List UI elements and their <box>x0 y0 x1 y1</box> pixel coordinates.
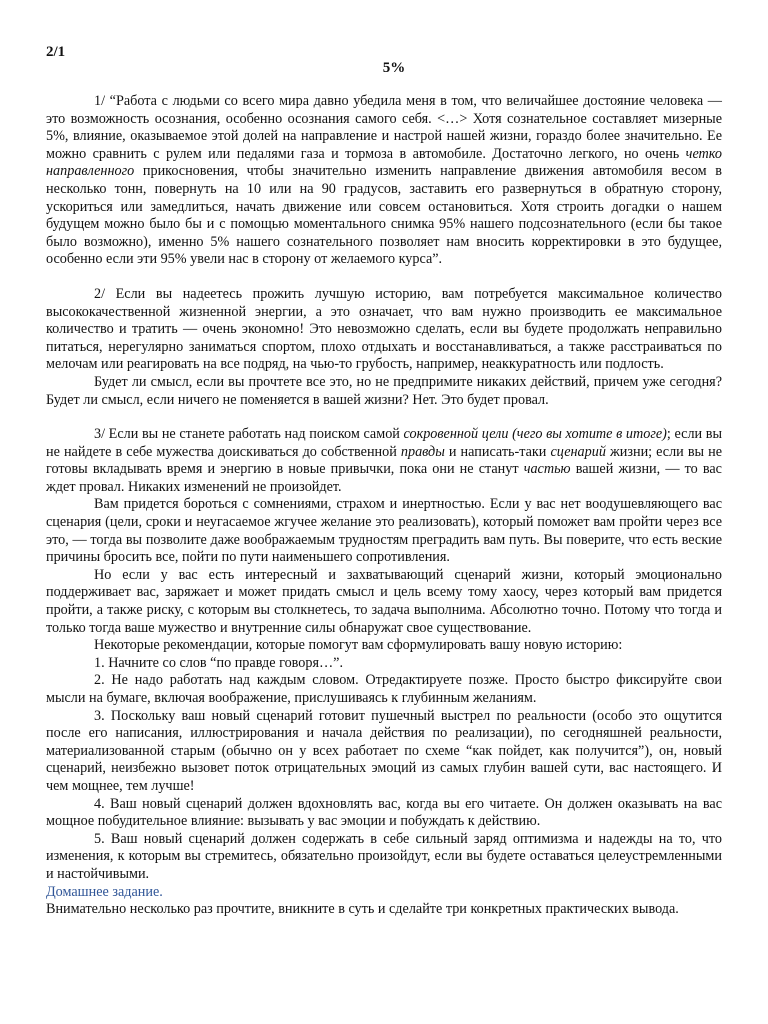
section-3-text-c: и написать-таки <box>444 443 551 460</box>
section-3-emphasis-1: сокровенной цели (чего вы хотите в итоге) <box>403 426 667 443</box>
recommendation-item: 2. Не надо работать над каждым словом. Отредактируете позже. Просто быстро фиксируйте свои мысли на бумаге, включая воображение, прислушиваясь к глубинным желаниям. <box>46 672 722 706</box>
section-3-text-a: 3/ Если вы не станете работать над поиском самой <box>94 426 404 443</box>
section-3-paragraph-2: Вам придется бороться с сомнениями, страхом и инертностью. Если у вас нет воодушевляющего вас сценария (цели, сроки и неугасаемое жгучее желание это реализовать), который поможет вам пройти через все это, — тогда вы позволите даже воображаемым трудностям преградить вам путь. Вы поверите, что есть веские причины бросить все, пойти по пути наименьшего сопротивления. <box>46 496 722 566</box>
section-3-emphasis-3: сценарий <box>550 443 606 460</box>
recommendation-item: 4. Ваш новый сценарий должен вдохновлять вас, когда вы его читаете. Он должен оказывать на вас мощное побудительное влияние: вызывать у вас эмоции и побуждать к действию. <box>46 795 722 830</box>
recommendation-item: 3. Поскольку ваш новый сценарий готовит пушечный выстрел по реальности (особо это ощутится после его написания, иллюстрирования и начала действия по реализации), по сегодняшней реальности, материализованной старым (обычно он у всех работает по схеме “как пойдет, как получится”), он, новый сценарий, неизбежно вызовет поток отрицательных эмоций из самых глубин вашей сути, вас настоящего. И чем мощнее, тем лучше! <box>46 707 722 794</box>
homework-text: Внимательно несколько раз прочтите, вникните в суть и сделайте три конкретных практических вывода. <box>46 901 679 918</box>
section-3-text-d: жизни; если вы не готовы вкладывать время и энергию в новые привычки, пока они не станут <box>46 443 722 478</box>
section-2-paragraph-2: Будет ли смысл, если вы прочтете все это, но не предпримите никаких действий, причем уже сегодня? Будет ли смысл, если ничего не поменяется в вашей жизни? Нет. Это будет провал. <box>46 373 722 408</box>
section-3-paragraph-3: Но если у вас есть интересный и захватывающий сценарий жизни, который эмоционально поддерживает вас, заряжает и может придать смысл и цель всему тому хаосу, через который вам придется пройти, а также риску, с которым вы столкнетесь, то задача выполнима. Абсолютно точно. Потому что тогда и только тогда ваше мужество и внутренние силы обнаружат свое существование. <box>46 566 722 636</box>
section-1-emphasis: четко направленного <box>46 145 722 180</box>
page-title: 5% <box>382 60 406 76</box>
section-1-paragraph <box>46 93 722 269</box>
homework-heading: Домашнее задание. <box>46 883 163 900</box>
recommendation-item: 5. Ваш новый сценарий должен содержать в себе сильный заряд оптимизма и надежды на то, что изменения, к которым вы стремитесь, обязательно произойдут, если вы будете оставаться целеустремленными и настойчивыми. <box>46 830 722 882</box>
spacer <box>46 409 722 426</box>
section-3-paragraph-1 <box>46 426 722 496</box>
section-1-text-cont: прикосновения, чтобы значительно изменить направление движения автомобиля весом в несколько тонн, повернуть на 10 или на 90 градусов, заставить его развернуться в обратную сторону, ускориться или замедлиться, начать движение или совсем остановиться. Хотя строить догадки о нашем будущем можно было бы и с помощью моментального снимка 95% нашего подсознательного (если бы такое было возможно), именно 5% нашего сознательного позволяет нам вносить корректировки в это будущее, особенно если эти 95% увели нас в сторону от желаемого курса”. <box>46 163 722 268</box>
section-3-emphasis-2: правды <box>400 443 445 460</box>
section-3-emphasis-4: частью <box>523 461 571 478</box>
section-1-text: 1/ “Работа с людьми со всего мира давно убедила меня в том, что величайшее достояние человека — это возможность осознания, особенно осознания самого себя. <…> Хотя сознательное составляет мизерные 5%, влияние, оказываемое этой долей на направление и настрой нашей жизни, гораздо более значительно. Ее можно сравнить с рулем или педалями газа и тормоза в автомобиле. Достаточно легкого, но очень <box>46 93 722 162</box>
section-3-text-b: ; если вы не найдете в себе мужества доискиваться до собственной <box>46 426 722 460</box>
page-number: 2/1 <box>46 44 66 60</box>
section-2-paragraph-1: 2/ Если вы надеетесь прожить лучшую историю, вам потребуется максимальное количество высококачественной жизненной энергии, а это означает, что вам нужно производить ее максимальное количество и тратить — очень экономно! Это невозможно сделать, если вы будете продолжать неправильно питаться, нерегулярно заниматься спортом, плохо отдыхать и восстанавливаться, а также расстраиваться по мелочам или реагировать на все подряд, на чью-то грубость, например, неаккуратность или подлость. <box>46 285 722 373</box>
recommendation-item: 1. Начните со слов “по правде говоря…”. <box>94 654 344 671</box>
spacer <box>46 269 722 286</box>
section-3-text-e: вашей жизни, — то вас ждет провал. Никаких изменений не произойдет. <box>46 461 722 495</box>
section-3-paragraph-4: Некоторые рекомендации, которые помогут вам сформулировать вашу новую историю: <box>94 637 623 654</box>
